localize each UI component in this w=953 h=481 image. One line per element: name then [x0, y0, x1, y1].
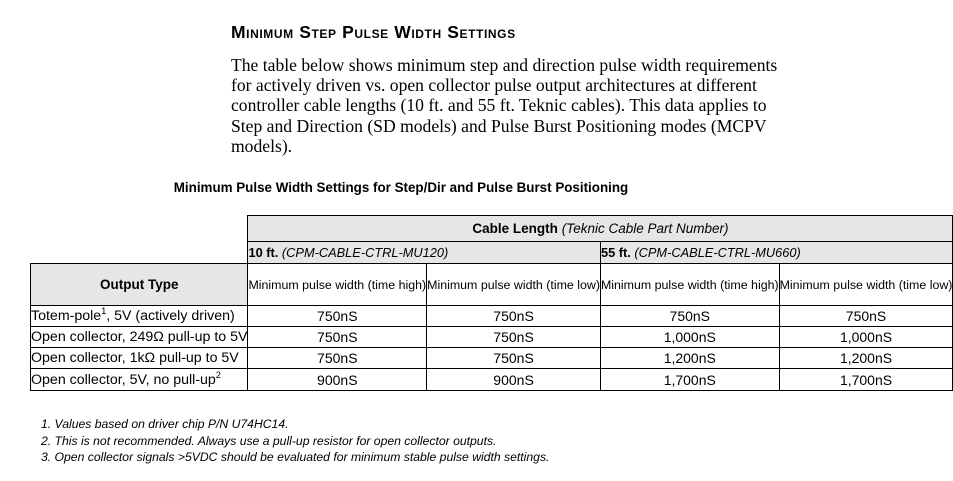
value-cell: 1,000nS	[600, 327, 779, 348]
value-cell: 1,200nS	[779, 348, 953, 369]
col-55ft-time-high: Minimum pulse width (time high)	[600, 264, 779, 306]
row-label	[31, 306, 248, 327]
table-row	[31, 348, 953, 369]
col-10ft-time-low: Minimum pulse width (time low)	[427, 264, 601, 306]
footnote-3: 3. Open collector signals >5VDC should be evaluated for minimum stable pulse width settings.	[41, 450, 550, 464]
value-cell: 750nS	[248, 327, 427, 348]
output-type-header: Output Type	[31, 264, 248, 306]
table-row	[31, 369, 953, 391]
intro-paragraph: The table below shows minimum step and direction pulse width requirements for actively driven vs. open collector pulse output architectures at different controller cable lengths (10 ft. and 55 ft. Teknic cables). This data applies to Step and Direction (SD models) and Pulse Burst Positioning modes (MCPV models).	[231, 55, 778, 156]
col-55ft-time-low: Minimum pulse width (time low)	[779, 264, 953, 306]
cable-10ft-part: (CPM-CABLE-CTRL-MU120)	[281, 245, 449, 260]
value-cell: 1,700nS	[600, 369, 779, 391]
footnote-ref: 2	[215, 369, 221, 380]
footnote-ref: 1	[101, 306, 107, 316]
table-row	[31, 327, 953, 348]
row-label-text: Totem-pole	[31, 308, 102, 324]
cable-length-note: (Teknic Cable Part Number)	[561, 221, 729, 236]
col-10ft-time-high: Minimum pulse width (time high)	[248, 264, 427, 306]
value-cell: 750nS	[427, 327, 601, 348]
value-cell: 1,200nS	[600, 348, 779, 369]
row-label-text: Open collector, 5V, no pull-up	[31, 371, 216, 388]
cable-10ft-length: 10 ft.	[248, 245, 279, 260]
cable-55ft-header	[600, 242, 952, 264]
value-cell: 900nS	[427, 369, 601, 391]
row-label: Open collector, 249Ω pull-up to 5V	[31, 327, 248, 348]
value-cell: 750nS	[600, 306, 779, 327]
value-cell: 750nS	[248, 306, 427, 327]
footnotes	[41, 416, 549, 466]
row-label: Open collector, 1kΩ pull-up to 5V	[31, 348, 248, 369]
value-cell: 900nS	[248, 369, 427, 391]
value-cell: 750nS	[427, 306, 601, 327]
cable-55ft-part: (CPM-CABLE-CTRL-MU660)	[634, 245, 801, 260]
table-caption: Minimum Pulse Width Settings for Step/Dir and Pulse Burst Positioning	[173, 180, 629, 195]
row-label	[31, 369, 248, 391]
section-title: Minimum Step Pulse Width Settings	[231, 22, 516, 42]
value-cell: 1,000nS	[779, 327, 953, 348]
pulse-width-table	[30, 215, 953, 391]
value-cell: 750nS	[248, 348, 427, 369]
value-cell: 750nS	[779, 306, 953, 327]
value-cell: 750nS	[427, 348, 601, 369]
cable-10ft-header	[248, 242, 600, 264]
cable-55ft-length: 55 ft.	[600, 245, 631, 260]
value-cell: 1,700nS	[779, 369, 953, 391]
footnote-2: 2. This is not recommended. Always use a pull-up resistor for open collector outputs.	[41, 433, 497, 448]
footnote-1: 1. Values based on driver chip P/N U74HC14.	[41, 417, 289, 431]
cable-length-header	[248, 216, 953, 242]
cable-length-label: Cable Length	[472, 221, 558, 236]
table-row	[31, 306, 953, 327]
row-label-suffix: , 5V (actively driven)	[106, 308, 235, 324]
